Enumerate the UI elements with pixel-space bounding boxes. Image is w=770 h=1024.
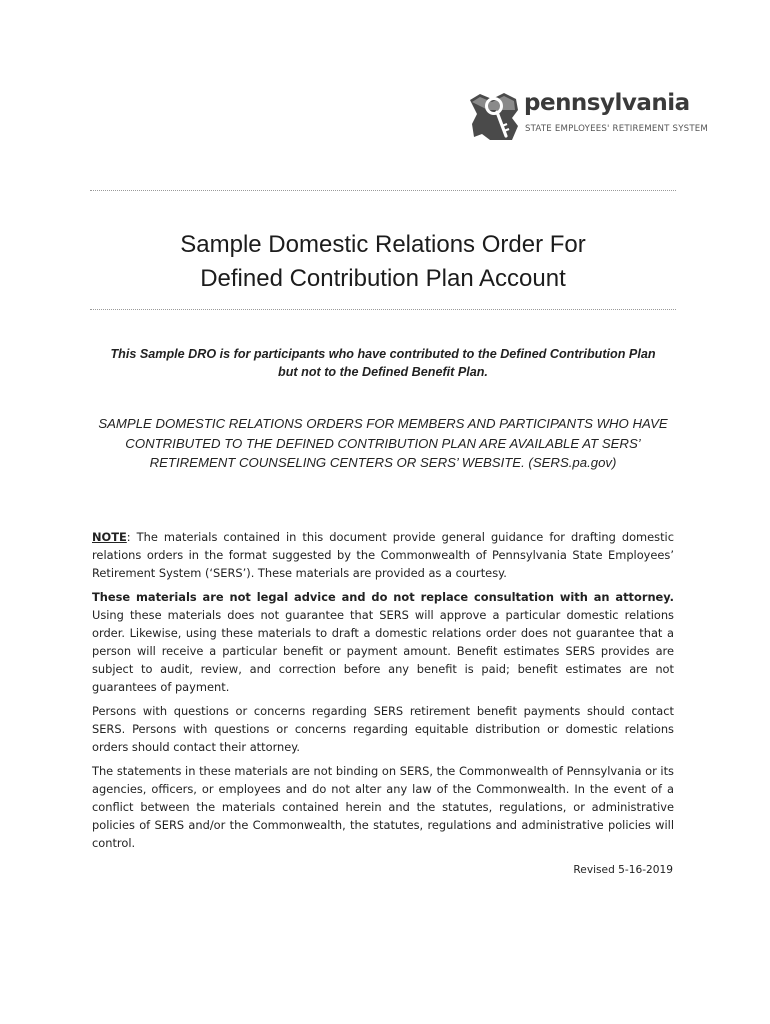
contact-paragraph: Persons with questions or concerns regarding SERS retirement benefit payments should contact SERS. Persons with questions or concerns regarding equitable distribution or domestic relations orders should contact their attorney. — [92, 704, 674, 754]
top-divider — [90, 190, 676, 191]
notice-line-3: RETIREMENT COUNSELING CENTERS OR SERS’ WEBSITE. (SERS.pa.gov) — [149, 455, 617, 470]
title-divider — [90, 309, 676, 310]
note-label: NOTE — [92, 530, 127, 544]
title-line-1: Sample Domestic Relations Order For — [180, 231, 586, 258]
note-text: : The materials contained in this document provide general guidance for drafting domestic relations orders in the format suggested by the Commonwealth of Pennsylvania State Employees’ Retirement System (‘SERS’). These materials are provided as a courtesy. — [92, 530, 674, 580]
notice-line-2: CONTRIBUTED TO THE DEFINED CONTRIBUTION PLAN ARE AVAILABLE AT SERS’ — [125, 435, 641, 451]
sers-logo — [468, 90, 709, 150]
intro-line-2: but not to the Defined Benefit Plan. — [278, 365, 488, 379]
logo-name: pennsylvania — [524, 90, 690, 116]
revision-date: Revised 5-16-2019 — [573, 864, 673, 876]
intro-line-1: This Sample DRO is for participants who have contributed to the Defined Contribution Plan — [110, 347, 656, 361]
disclaimer-body — [92, 528, 674, 858]
page-title — [90, 228, 676, 296]
notice-line-1: SAMPLE DOMESTIC RELATIONS ORDERS FOR MEMBERS AND PARTICIPANTS WHO HAVE — [98, 416, 668, 431]
logo-subtitle: STATE EMPLOYEES' RETIREMENT SYSTEM — [525, 124, 709, 134]
legal-advice-paragraph — [92, 588, 674, 696]
binding-paragraph: The statements in these materials are not binding on SERS, the Commonwealth of Pennsylvania or its agencies, officers, or employees and do not alter any law of the Commonwealth. In the event of a conflict between the materials contained herein and the statutes, regulations, or administrative policies of SERS and/or the Commonwealth, the statutes, regulations and administrative policies will control. — [92, 764, 674, 850]
keystone-key-icon — [468, 90, 520, 142]
title-line-2: Defined Contribution Plan Account — [200, 265, 566, 292]
legal-advice-bold: These materials are not legal advice and do not replace consultation with an attorney. — [92, 590, 674, 604]
availability-notice — [92, 414, 674, 473]
intro-statement — [90, 345, 676, 381]
legal-advice-text: Using these materials does not guarantee that SERS will approve a particular domestic relations order. Likewise, using these materials to draft a domestic relations order does not guarantee that a person will receive a particular benefit or payment amount. Benefit estimates SERS provides are subject to audit, review, and correction before any benefit is paid; benefit estimates are not guarantees of payment. — [92, 608, 674, 694]
note-paragraph — [92, 528, 674, 582]
